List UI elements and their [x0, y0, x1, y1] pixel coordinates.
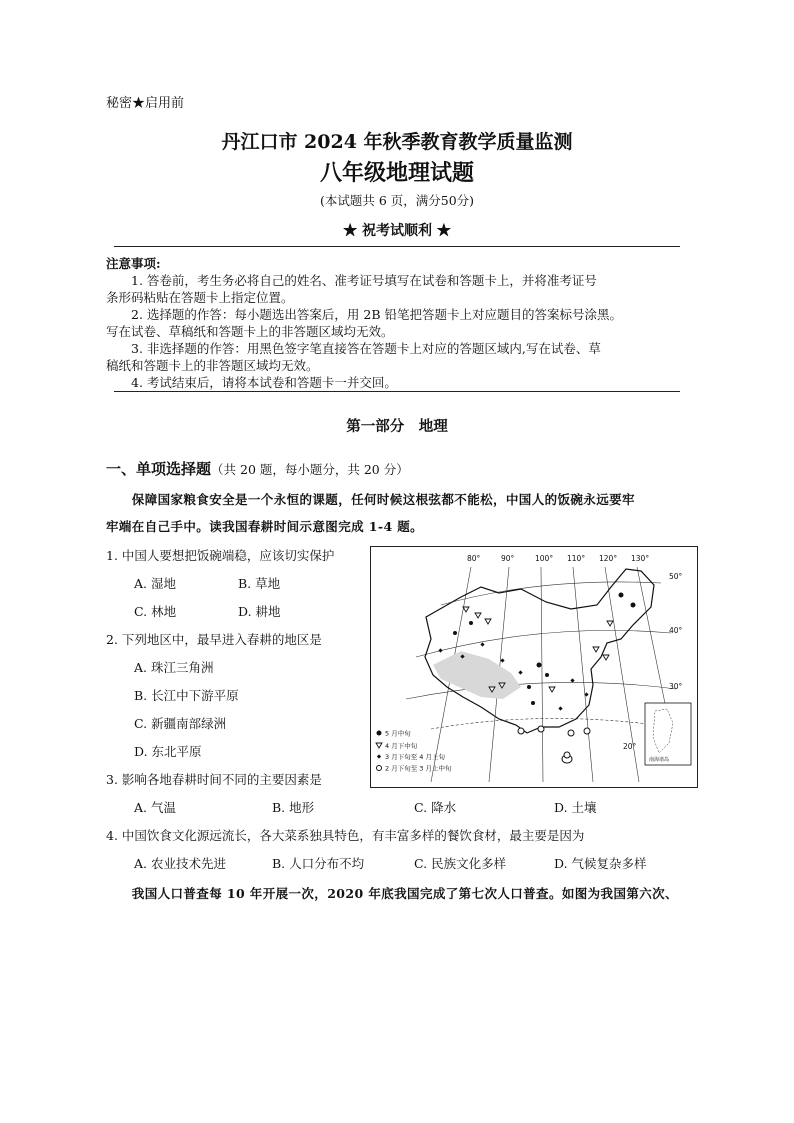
lon-label: 100°: [535, 554, 554, 563]
marker-diamond: [558, 706, 562, 710]
question-3: 3. 影响各地春耕时间不同的主要因素是: [106, 772, 322, 787]
option-4d: D. 气候复杂多样: [554, 856, 647, 871]
marker-dot: [545, 673, 549, 677]
marker-open-circle: [518, 728, 524, 734]
marker-dot: [453, 631, 457, 635]
marker-diamond: [570, 678, 574, 682]
legend-open-circle-icon: [377, 766, 382, 771]
marker-dot: [469, 621, 473, 625]
section-name: 一、单项选择题: [106, 460, 212, 478]
notice-line: 条形码粘贴在答题卡上指定位置。: [106, 290, 294, 305]
option-2a: A. 珠江三角洲: [134, 660, 214, 675]
exam-subject: 八年级地理试题: [319, 160, 474, 186]
legend-triangle-icon: [376, 743, 382, 748]
legend-label: 3 月下旬至 4 月上旬: [385, 753, 445, 761]
lat-label: 40°: [669, 626, 683, 635]
spring-ploughing-map: [370, 546, 698, 788]
reading-intro-2: 我国人口普查每 10 年开展一次，2020 年底我国完成了第七次人口普查。如图为我国第六次、: [106, 886, 678, 901]
exam-title: 丹江口市 2024 年秋季教育教学质量监测: [221, 131, 573, 153]
exam-info: (本试题共 6 页，满分50分): [319, 193, 475, 208]
notice-line: 1. 答卷前，考生务必将自己的姓名、准考证号填写在试卷和答题卡上，并将准考证号: [106, 273, 597, 288]
legend-dot-icon: [377, 731, 382, 736]
notice-line: 3. 非选择题的作答：用黑色签字笔直接答在答题卡上对应的答题区域内,写在试卷、草: [106, 341, 601, 356]
marker-triangle: [603, 655, 609, 660]
marker-triangle: [463, 607, 469, 612]
marker-diamond: [480, 642, 484, 646]
lat-label: 30°: [669, 682, 683, 691]
option-1c: C. 林地: [134, 604, 177, 619]
lon-label: 90°: [501, 554, 515, 563]
notice-line: 稿纸和答题卡上的非答题区域均无效。: [106, 358, 319, 373]
question-4: 4. 中国饮食文化源远流长，各大菜系独具特色，有丰富多样的餐饮食材，最主要是因为: [106, 828, 585, 843]
latitude-line-50: [441, 582, 661, 605]
question-1: 1. 中国人要想把饭碗端稳，应该切实保护: [106, 548, 335, 563]
notice-heading: 注意事项:: [106, 256, 161, 271]
feb-markers: [518, 726, 590, 758]
reading-intro: 保障国家粮食安全是一个永恒的课题，任何时候这根弦都不能松，中国人的饭碗永远要牢: [106, 492, 635, 507]
section-title: [106, 458, 409, 479]
notice-line: 4. 考试结束后，请将本试卷和答题卡一并交回。: [106, 375, 397, 390]
option-4c: C. 民族文化多样: [414, 856, 507, 871]
legend-diamond-icon: [377, 754, 381, 758]
longitude-line-110: [573, 567, 593, 782]
lon-label: 120°: [599, 554, 618, 563]
marker-triangle: [485, 619, 491, 624]
marker-triangle: [549, 687, 555, 692]
notice-line: 2. 选择题的作答：每小题选出答案后，用 2B 铅笔把答题卡上对应题目的答案标号涂黑。: [106, 307, 622, 322]
marker-open-circle: [568, 730, 574, 736]
question-2: 2. 下列地区中，最早进入春耕的地区是: [106, 632, 322, 647]
option-2d: D. 东北平原: [134, 744, 202, 759]
lon-label: 130°: [631, 554, 650, 563]
lon-label: 110°: [567, 554, 586, 563]
divider-bottom: [114, 391, 680, 392]
option-2b: B. 长江中下游平原: [134, 688, 239, 703]
inset-label: 南海诸岛: [649, 757, 670, 763]
good-luck-line: ★ 祝考试顺利 ★: [343, 223, 451, 239]
legend-label: 4 月下中旬: [385, 742, 418, 750]
marker-dot: [531, 701, 535, 705]
marker-diamond: [518, 670, 522, 674]
lat-label: 20°: [623, 742, 637, 751]
option-3b: B. 地形: [272, 800, 315, 815]
china-map-svg: [371, 547, 697, 787]
reading-intro: 牢端在自己手中。读我国春耕时间示意图完成 1-4 题。: [106, 519, 424, 534]
option-4b: B. 人口分布不均: [272, 856, 365, 871]
option-1a: A. 湿地: [134, 576, 176, 591]
part-title: 第一部分 地理: [346, 418, 448, 435]
marker-triangle: [593, 647, 599, 652]
legend-label: 5 月中旬: [385, 729, 411, 738]
divider-top: [114, 246, 680, 247]
marker-diamond: [438, 648, 442, 652]
marker-dot: [631, 603, 636, 608]
latitude-line-30: [406, 682, 676, 699]
marker-open-circle: [564, 752, 570, 758]
option-3d: D. 土壤: [554, 800, 597, 815]
option-1d: D. 耕地: [238, 604, 281, 619]
section-note: （共 20 题，每小题分，共 20 分）: [211, 462, 409, 477]
marker-triangle: [607, 621, 613, 626]
secret-label: 秘密★启用前: [106, 96, 185, 111]
legend-label: 2 月下旬至 3 月上中旬: [385, 764, 452, 773]
marker-dot: [619, 593, 624, 598]
lon-label: 80°: [467, 554, 481, 563]
option-3c: C. 降水: [414, 800, 457, 815]
south-china-sea-inset: [645, 703, 691, 765]
option-4a: A. 农业技术先进: [134, 856, 226, 871]
marker-open-circle: [584, 728, 590, 734]
map-legend: [376, 729, 452, 773]
lat-label: 50°: [669, 572, 683, 581]
marker-triangle: [475, 613, 481, 618]
notice-line: 写在试卷、草稿纸和答题卡上的非答题区域均无效。: [106, 324, 394, 339]
option-2c: C. 新疆南部绿洲: [134, 716, 227, 731]
marker-diamond: [500, 658, 504, 662]
marker-dot: [527, 685, 531, 689]
marker-open-circle: [538, 726, 544, 732]
option-1b: B. 草地: [238, 576, 281, 591]
marker-dot: [537, 663, 542, 668]
plateau-shading: [433, 651, 521, 699]
option-3a: A. 气温: [134, 800, 176, 815]
